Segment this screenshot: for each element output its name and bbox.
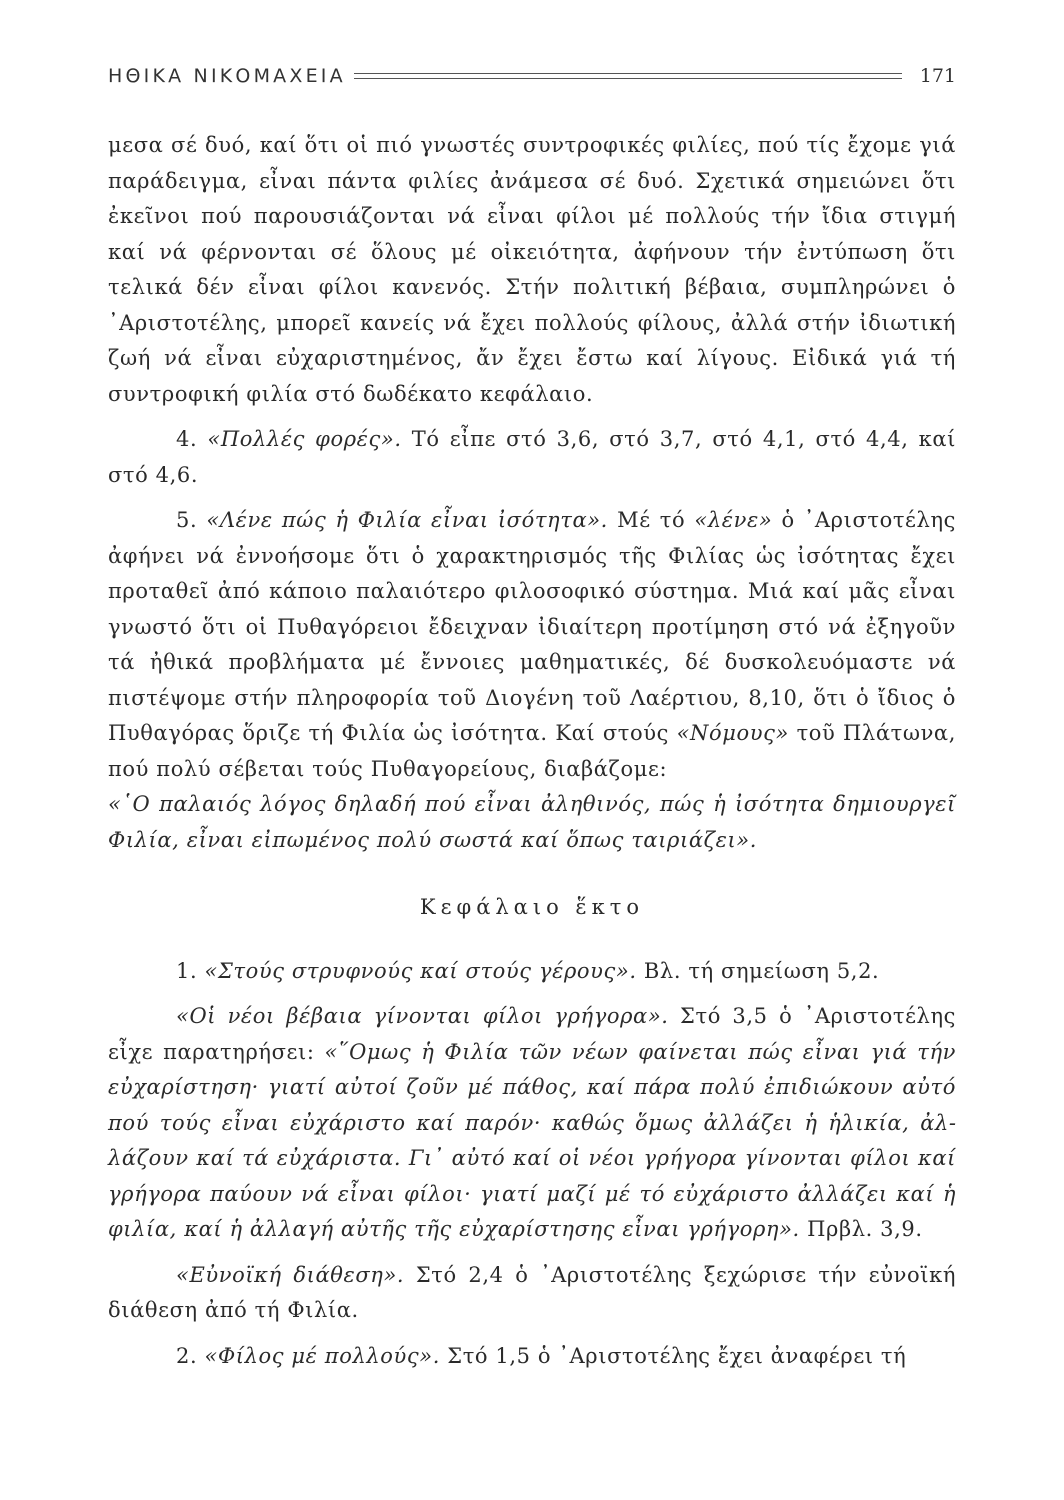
note-lemma: «Οἱ νέοι βέβαια γίνονται φίλοι γρήγορα». [176,1004,669,1028]
note-lemma: «Εὐνοϊκή διάθεση». [176,1262,405,1287]
note-number: 2. [176,1343,198,1368]
note-text: ὁ ᾿Αριστοτέλης ἀφήνει νά ἐννοήσομε ὅτι ὁ χαρακτηρισμός τῆς Φιλίας ὡς ἰσότητας ἔχει προταθεῖ ἀπό κάποιο παλαιότερο φιλοσοφικό σύστημα. Μιά καί μᾶς εἶναι γνωστό ὅτι οἱ Πυθαγόρειοι ἔδειχναν ἰδιαίτερη προτίμηση στό νά ἐξηγοῦν τά ἠθικά προβλήματα μέ ἔννοιες μαθηματικές, δέ δυσκολευόμαστε νά πιστέψομε στήν πληροφορία τοῦ Διογένη τοῦ Λαέρτιου, 8,10, ὅτι ὁ ἴδιος ὁ Πυθαγόρας ὅριζε τή Φιλία ὡς ἰσότητα. Καί στούς [108,508,956,745]
note-lemma: «Λένε πώς ἡ Φιλία εἶναι ἰσότητα». [206,508,608,532]
paragraph-continuation [108,128,956,412]
note-6-2 [108,1339,956,1375]
page-number: 171 [919,65,956,87]
note-5 [108,503,956,858]
note-lemma: «Φίλος μέ πολλούς». [204,1343,440,1368]
note-young-friends [108,999,956,1248]
paragraph-text: μεσα σέ δυό, καί ὅτι οἱ πιό γνωστές συντροφικές φιλίες, πού τίς ἔχομε γιά παράδειγμα, εἶναι πάντα φιλίες ἀνάμεσα σέ δυό. Σχετικά σημειώνει ὅτι ἐκεῖνοι πού παρουσιάζονται νά εἶναι φίλοι μέ πολλούς τήν ἴδια στιγμή καί νά φέρνονται σέ ὅλους μέ οἰκειότητα, ἀφήνουν τήν ἐντύπωση ὅτι τελικά δέν εἶναι φίλοι κανενός. Στήν πολιτική βέβαια, συμπληρώνει ὁ ᾿Αριστοτέλης, μπορεῖ κανείς νά ἔχει πολλούς φίλους, ἀλλά στήν ἰδιωτική ζωή νά εἶναι εὐχαριστημένος, ἄν ἔχει ἔστω καί λίγους. Εἰδικά γιά τή συντροφική φιλία στό δωδέκατο κεφάλαιο. [108,133,956,406]
note-text: Μέ τό [617,508,686,532]
note-number: 1. [176,958,198,983]
note-lemma: «Πολλές φορές». [207,427,402,451]
inline-quote: «λένε» [694,508,773,532]
page-body [108,128,956,1374]
note-text: Πρβλ. 3,9. [807,1217,923,1241]
running-title: ΗΘΙΚΑ ΝΙΚΟΜΑΧΕΙΑ [108,65,346,87]
inline-quote: «Νόμους» [676,721,789,745]
note-number: 5. [176,508,198,532]
header-double-rule [354,73,902,79]
note-text: τοῦ Πλάτωνα, πού πολύ σέβεται τούς Πυθαγορείους, διαβάζομε: [108,721,956,781]
note-4 [108,422,956,493]
note-6-1 [108,954,956,990]
note-text: Στό 2,4 ὁ ᾿Αριστοτέλης ξεχώρισε τήν εὐνοϊκή διάθεση ἀπό τή Φιλία. [108,1262,957,1322]
note-goodwill [108,1258,956,1329]
running-header [108,62,956,90]
note-number: 4. [176,427,198,451]
inline-quote: «῞Ομως ἡ Φιλία τῶν νέων φαίνεται πώς εἶναι γιά τήν εὐχαρίστηση· γιατί αὐτοί ζοῦν μέ πάθος, καί πάρα πολύ ἐπιδιώκουν αὐτό πού τούς εἶναι εὐχάριστο καί παρόν· καθώς ὅμως ἀλλάζει ἡ ἡλικία, ἀλλάζουν καί τά εὐχάριστα. Γι᾿ αὐτό καί οἱ νέοι γρήγορα γίνονται φίλοι καί γρήγορα παύουν νά εἶναι φίλοι· γιατί μαζί μέ τό εὐχάριστο ἀλλάζει καί ἡ φιλία, καί ἡ ἀλλαγή αὐτῆς τῆς εὐχαρίστησης εἶναι γρήγορη». [108,1039,956,1241]
note-lemma: «Στούς στρυφνούς καί στούς γέρους». [204,958,637,983]
note-text: Στό 1,5 ὁ ᾿Αριστοτέλης ἔχει ἀναφέρει τή [447,1343,907,1368]
note-text: Στό 3,5 ὁ ᾿Αριστοτέλης εἶχε παρατηρήσει: [108,1004,956,1064]
chapter-heading: Κεφάλαιο ἕκτο [419,895,645,919]
plato-quote: «῾Ο παλαιός λόγος δηλαδή πού εἶναι ἀληθινός, πώς ἡ ἰσότητα δημιουργεῖ Φιλία, εἶναι εἰπωμένος πολύ σωστά καί ὅπως ταιριάζει». [108,792,956,852]
note-text: Τό εἶπε στό 3,6, στό 3,7, στό 4,1, στό 4,4, καί στό 4,6. [108,427,956,487]
note-text: Βλ. τή σημείωση 5,2. [643,958,880,983]
